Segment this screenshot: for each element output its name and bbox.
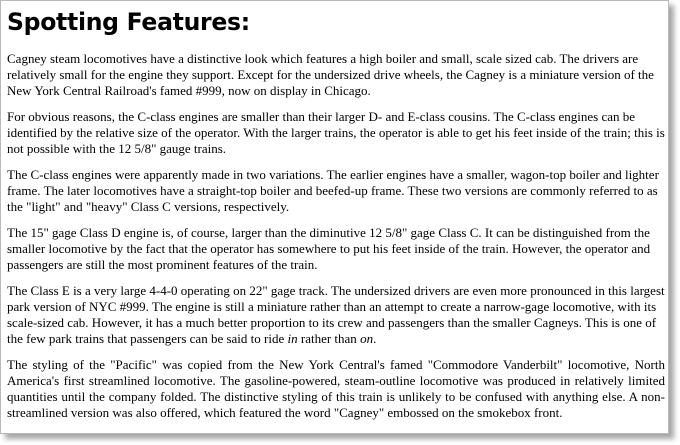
paragraph-e-class-middle: rather than — [297, 331, 361, 346]
paragraph-pacific: The styling of the "Pacific" was copied from the New York Central's famed "Commodore Vanderbilt" locomotive, North America's first streamlined locomotive. The gasoline-powered, steam-outline locomotive was produced in relatively limited quantities until the company folded. The distinctive styling of this train is unlikely to be confused with anything else. A non-streamlined version was also offered, which featured the word "Cagney" embossed on the smokebox front. — [7, 357, 665, 420]
page-title: Spotting Features: — [7, 8, 250, 36]
paragraph-c-class-size: For obvious reasons, the C-class engines are smaller than their larger D- and E-class cousins. The C-class engines can be identified by the relative size of the operator. With the larger trains, the operator is able to get his feet inside of the train; this is not possible with the 12 5/8" gauge trains. — [7, 109, 665, 156]
article-body — [7, 51, 665, 431]
emphasis-on: on — [360, 331, 374, 346]
paragraph-c-class-variations: The C-class engines were apparently made in two variations. The earlier engines have a smaller, wagon-top boiler and lighter frame. The later locomotives have a straight-top boiler and beefed-up frame. These two versions are commonly referred to as the "light" and "heavy" Class C versions, respectively. — [7, 167, 659, 214]
paragraph-e-class — [7, 283, 665, 347]
paragraph-e-class-text: The Class E is a very large 4-4-0 operating on 22" gage track. The undersized drivers are even more pronounced in this largest park version of NYC #999. The engine is still a miniature rather than an attempt to create a narrow-gage locomotive, with its scale-sized cab. However, it has a much better proportion to its crew and passengers than the smaller Cagneys. This is one of the few park trains that passengers can be said to ride — [7, 283, 665, 346]
paragraph-overview: Cagney steam locomotives have a distinctive look which features a high boiler and small, scale sized cab. The drivers are relatively small for the engine they support. Except for the undersized drive wheels, the Cagney is a miniature version of the New York Central Railroad's famed #999, now on display in Chicago. — [7, 51, 654, 98]
emphasis-in: in — [287, 331, 298, 346]
paragraph-d-class: The 15" gage Class D engine is, of course, larger than the diminutive 12 5/8" gage Class C. It can be distinguished from the smaller locomotive by the fact that the operator has somewhere to put his feet inside of the train. However, the operator and passengers are still the most prominent features of the train. — [7, 225, 651, 272]
paragraph-e-class-end: . — [373, 331, 377, 346]
